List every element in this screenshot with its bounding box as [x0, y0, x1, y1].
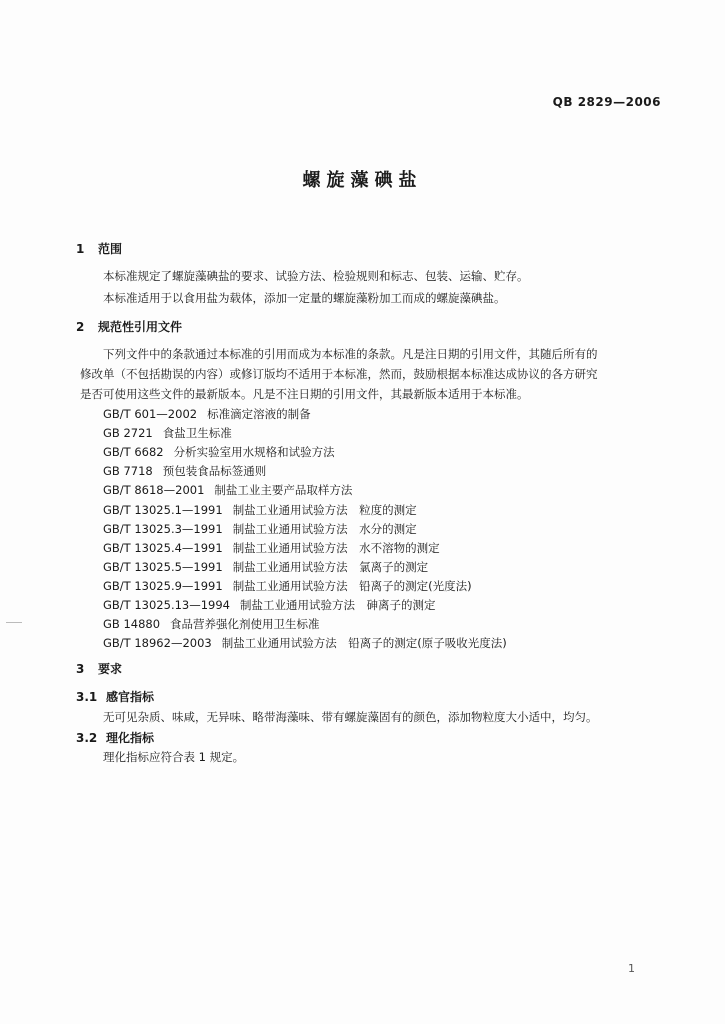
reference-name: 制盐工业通用试验方法 铅离子的测定(光度法): [232, 578, 472, 593]
paragraph-line: 是否可使用这些文件的最新版本。凡是不注日期的引用文件，其最新版本适用于本标准。: [80, 387, 529, 401]
reference-name: 食品营养强化剂使用卫生标准: [170, 617, 320, 632]
subsection-number: 3.2: [76, 731, 98, 745]
reference-code: GB 2721: [103, 426, 153, 441]
reference-item: [103, 502, 417, 518]
paragraph-line: 修改单（不包括勘误的内容）或修订版均不适用于本标准，然而，鼓励根据本标准达成协议的各方研究: [80, 367, 598, 381]
reference-code: GB/T 13025.5—1991: [103, 559, 223, 574]
subsection-title: 理化指标: [106, 731, 155, 745]
section-2-heading: [76, 318, 182, 335]
reference-item: [103, 540, 440, 556]
reference-name: 预包装食品标签通则: [162, 464, 267, 479]
reference-item: [103, 425, 232, 441]
reference-code: GB/T 8618—2001: [103, 483, 205, 498]
paragraph: 本标准适用于以食用盐为载体，添加一定量的螺旋藻粉加工而成的螺旋藻碘盐。: [103, 291, 506, 305]
paragraph-line: 下列文件中的条款通过本标准的引用而成为本标准的条款。凡是注日期的引用文件，其随后所有的: [103, 347, 598, 361]
reference-name: 制盐工业通用试验方法 水不溶物的测定: [232, 540, 440, 555]
reference-name: 制盐工业主要产品取样方法: [214, 483, 353, 498]
subsection-number: 3.1: [76, 690, 98, 704]
reference-item: [103, 597, 436, 613]
section-1-heading: [76, 240, 122, 257]
paragraph: 无可见杂质、味咸，无异味、略带海藻味、带有螺旋藻固有的颜色，添加物粒度大小适中，均匀。: [103, 710, 598, 724]
scan-mark: [6, 622, 22, 623]
reference-code: GB/T 13025.1—1991: [103, 502, 223, 517]
reference-item: [103, 616, 320, 632]
reference-name: 制盐工业通用试验方法 水分的测定: [232, 521, 417, 536]
section-number: 1: [76, 242, 85, 256]
reference-item: [103, 463, 266, 479]
section-number: 2: [76, 320, 85, 334]
reference-item: [103, 521, 417, 537]
reference-code: GB/T 6682: [103, 445, 164, 460]
section-number: 3: [76, 662, 85, 676]
reference-code: GB/T 13025.13—1994: [103, 598, 230, 612]
reference-code: GB 7718: [103, 464, 153, 479]
reference-item: [103, 635, 507, 651]
reference-code: GB/T 18962—2003: [103, 636, 212, 651]
reference-code: GB/T 601—2002: [103, 407, 198, 421]
reference-item: [103, 444, 335, 460]
subsection-3-2-heading: [76, 729, 154, 746]
document-title: 螺旋藻碘盐: [302, 170, 423, 191]
reference-name: 分析实验室用水规格和试验方法: [173, 445, 335, 460]
paragraph: 理化指标应符合表 1 规定。: [103, 750, 245, 764]
standard-number: QB 2829—2006: [552, 95, 661, 109]
reference-item: [103, 482, 352, 498]
page-number: 1: [628, 962, 635, 975]
reference-name: 食盐卫生标准: [162, 426, 232, 441]
section-3-heading: [76, 660, 122, 677]
section-title: 要求: [98, 662, 123, 676]
subsection-3-1-heading: [76, 688, 154, 705]
reference-name: 制盐工业通用试验方法 砷离子的测定: [240, 598, 436, 612]
reference-name: 制盐工业通用试验方法 氯离子的测定: [232, 559, 429, 574]
paragraph: 本标准规定了螺旋藻碘盐的要求、试验方法、检验规则和标志、包装、运输、贮存。: [103, 269, 529, 283]
reference-code: GB/T 13025.9—1991: [103, 578, 223, 593]
reference-item: [103, 578, 472, 594]
reference-item: [103, 559, 428, 575]
subsection-title: 感官指标: [106, 690, 155, 704]
reference-item: [103, 406, 311, 422]
reference-code: GB/T 13025.4—1991: [103, 540, 223, 555]
section-title: 规范性引用文件: [98, 320, 183, 334]
reference-name: 标准滴定溶液的制备: [207, 407, 311, 421]
section-title: 范围: [98, 242, 123, 256]
reference-code: GB 14880: [103, 617, 161, 632]
reference-name: 制盐工业通用试验方法 粒度的测定: [232, 502, 417, 517]
reference-name: 制盐工业通用试验方法 铅离子的测定(原子吸收光度法): [221, 636, 507, 651]
reference-code: GB/T 13025.3—1991: [103, 521, 223, 536]
